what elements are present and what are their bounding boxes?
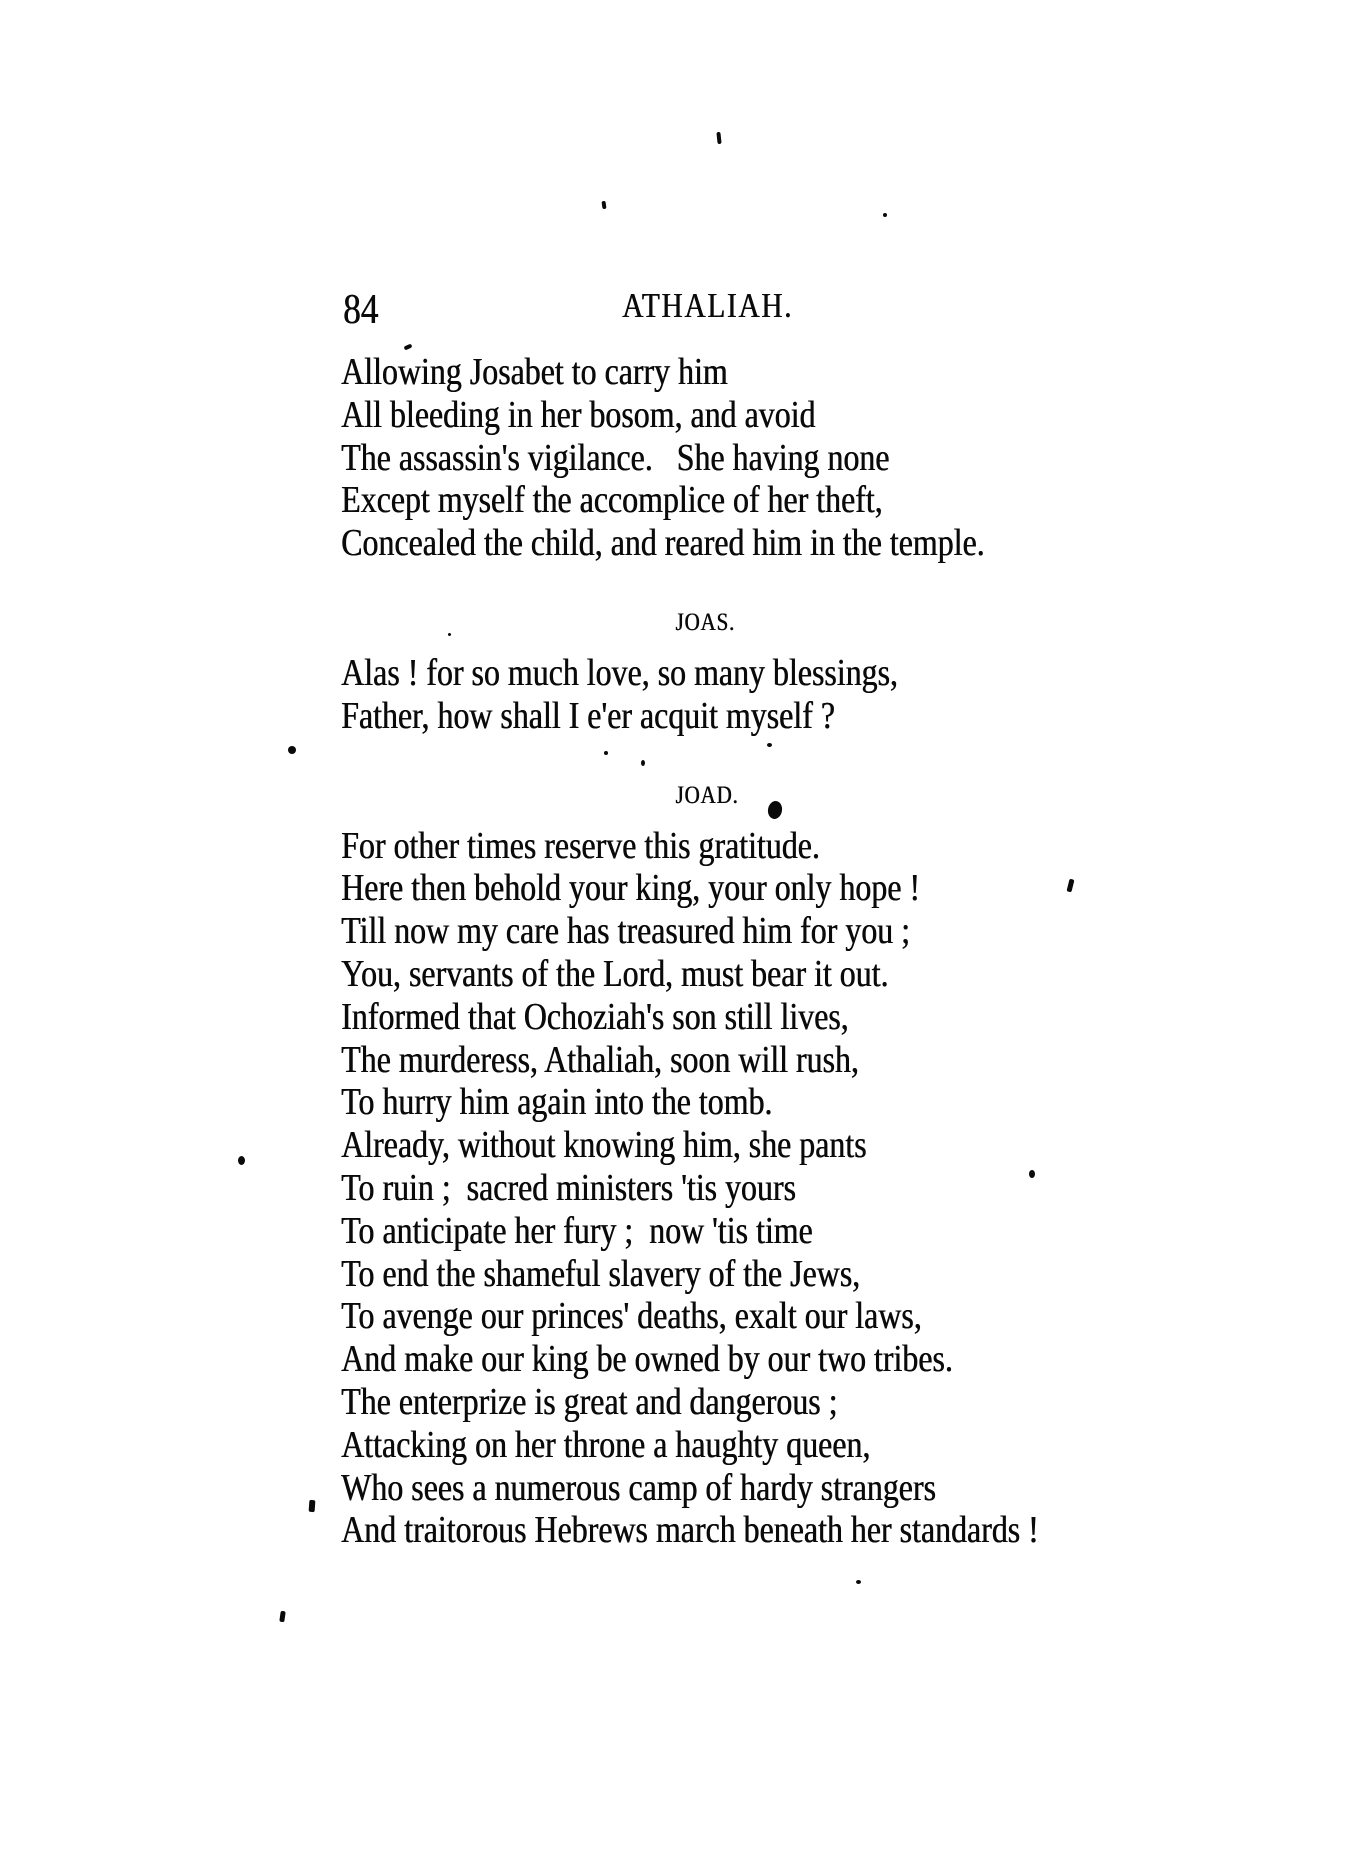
ink-speck — [716, 132, 721, 144]
page-number: 84 — [343, 287, 379, 333]
verse-line: The murderess, Athaliah, soon will rush, — [341, 1038, 859, 1081]
verse-line: To anticipate her fury ; now 'tis time — [341, 1209, 813, 1252]
verse-line: To hurry him again into the tomb. — [341, 1081, 773, 1124]
verse-line: Father, how shall I e'er acquit myself ? — [341, 694, 835, 737]
verse-line: Except myself the accomplice of her theft, — [341, 479, 883, 522]
speaker-label: JOAD. — [675, 781, 739, 809]
verse-line: Alas ! for so much love, so many blessings, — [341, 651, 898, 694]
ink-speck — [309, 1500, 316, 1512]
speaker-label: JOAS. — [675, 608, 735, 636]
verse-line: And make our king be owned by our two tribes. — [341, 1338, 953, 1381]
verse-line: All bleeding in her bosom, and avoid — [341, 393, 816, 436]
verse-line: The assassin's vigilance. She having none — [341, 436, 890, 479]
verse-line: And traitorous Hebrews march beneath her standards ! — [341, 1509, 1039, 1552]
verse-line: For other times reserve this gratitude. — [341, 824, 820, 867]
ink-speck — [279, 1611, 285, 1623]
play-text-block — [341, 351, 1181, 1552]
ink-speck — [1029, 1170, 1035, 1178]
verse-line: To end the shameful slavery of the Jews, — [341, 1252, 860, 1295]
verse-line: You, servants of the Lord, must bear it out. — [341, 952, 889, 995]
ink-speck — [238, 1156, 245, 1165]
ink-speck — [601, 201, 606, 209]
verse-line: Here then behold your king, your only hope ! — [341, 867, 920, 910]
ink-speck — [448, 633, 451, 636]
verse-line: Attacking on her throne a haughty queen, — [341, 1423, 871, 1466]
verse-line: The enterprize is great and dangerous ; — [341, 1380, 838, 1423]
verse-line: To ruin ; sacred ministers 'tis yours — [341, 1166, 796, 1209]
verse-line: Concealed the child, and reared him in the temple. — [341, 522, 985, 565]
ink-speck — [641, 760, 645, 766]
ink-speck — [883, 213, 887, 217]
verse-line: Already, without knowing him, she pants — [341, 1124, 867, 1167]
ink-speck — [404, 343, 413, 350]
verse-line: Till now my care has treasured him for you ; — [341, 910, 910, 953]
ink-speck — [604, 751, 608, 755]
verse-line: Informed that Ochoziah's son still lives, — [341, 995, 849, 1038]
ink-speck — [288, 746, 296, 754]
ink-speck — [856, 1580, 861, 1584]
ink-speck — [767, 743, 772, 747]
verse-line: Who sees a numerous camp of hardy strangers — [341, 1466, 936, 1509]
running-title: ATHALIAH. — [622, 286, 794, 325]
verse-line: Allowing Josabet to carry him — [341, 351, 728, 393]
verse-line: To avenge our princes' deaths, exalt our laws, — [341, 1295, 922, 1338]
